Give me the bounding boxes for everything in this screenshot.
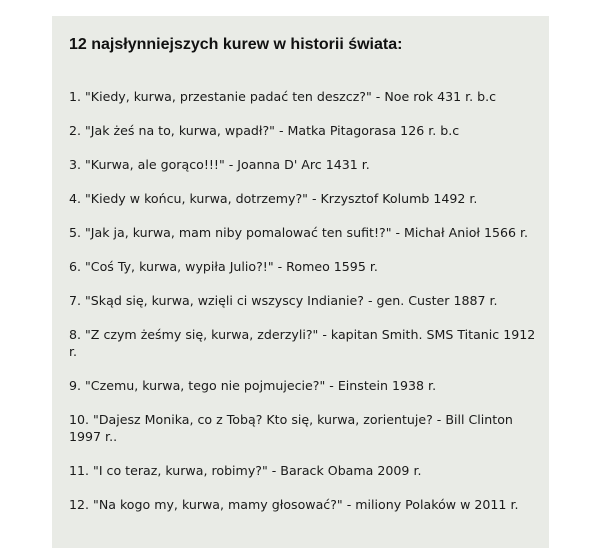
quote-list bbox=[69, 88, 539, 530]
list-item: 5. "Jak ja, kurwa, mam niby pomalować ten sufit!?" - Michał Anioł 1566 r. bbox=[69, 225, 529, 240]
list-item: 3. "Kurwa, ale gorąco!!!" - Joanna D' Arc 1431 r. bbox=[69, 157, 370, 172]
list-item: 7. "Skąd się, kurwa, wzięli ci wszyscy Indianie? - gen. Custer 1887 r. bbox=[69, 293, 498, 308]
list-item: 8. "Z czym żeśmy się, kurwa, zderzyli?" - kapitan Smith. SMS Titanic 1912 r. bbox=[69, 327, 536, 359]
list-item: 6. "Coś Ty, kurwa, wypiła Julio?!" - Romeo 1595 r. bbox=[69, 259, 378, 274]
list-item: 4. "Kiedy w końcu, kurwa, dotrzemy?" - Krzysztof Kolumb 1492 r. bbox=[69, 191, 478, 206]
content-panel bbox=[52, 16, 549, 548]
list-item: 1. "Kiedy, kurwa, przestanie padać ten deszcz?" - Noe rok 431 r. b.c bbox=[69, 89, 497, 104]
page-title: 12 najsłynniejszych kurew w historii świata: bbox=[69, 36, 403, 53]
list-item: 9. "Czemu, kurwa, tego nie pojmujecie?" - Einstein 1938 r. bbox=[69, 378, 437, 393]
list-item: 2. "Jak żeś na to, kurwa, wpadł?" - Matka Pitagorasa 126 r. b.c bbox=[69, 123, 460, 138]
list-item: 10. "Dajesz Monika, co z Tobą? Kto się, kurwa, zorientuje? - Bill Clinton 1997 r.. bbox=[69, 412, 513, 444]
list-item: 12. "Na kogo my, kurwa, mamy głosować?" - miliony Polaków w 2011 r. bbox=[69, 497, 519, 512]
list-item: 11. "I co teraz, kurwa, robimy?" - Barack Obama 2009 r. bbox=[69, 463, 422, 478]
